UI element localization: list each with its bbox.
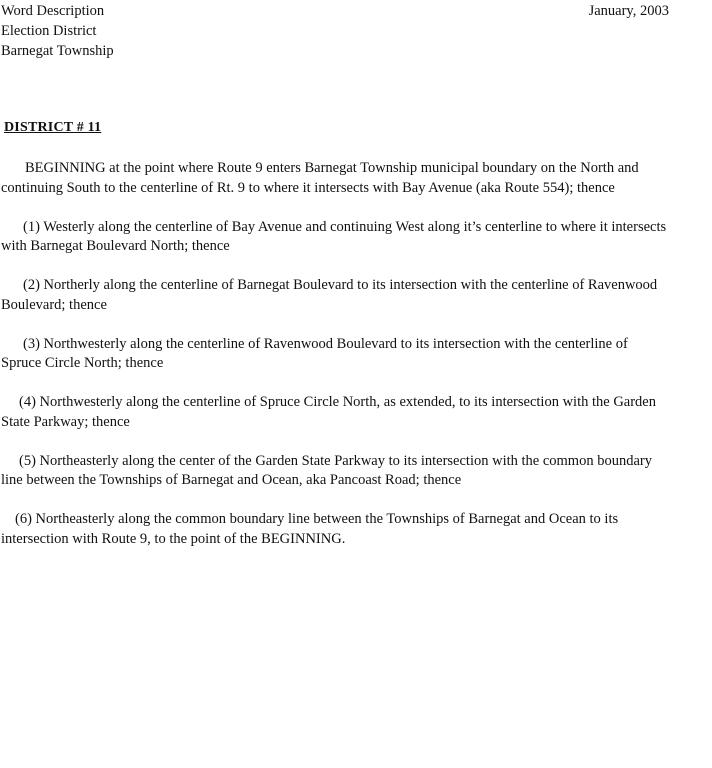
document-header: [1, 1, 669, 61]
header-election-district-label: Election District: [1, 23, 97, 39]
header-township-label: Barnegat Township: [1, 43, 114, 59]
paragraph-step-4: (4) Northwesterly along the centerline of Spruce Circle North, as extended, to its intersection with the Garden State Parkway; thence: [1, 394, 656, 430]
paragraph-step-5: (5) Northeasterly along the center of the Garden State Parkway to its intersection with the common boundary line between the Townships of Barnegat and Ocean, aka Pancoast Road; thence: [1, 452, 652, 488]
district-title: DISTRICT # 11: [4, 120, 102, 135]
header-date: January, 2003: [588, 3, 669, 19]
paragraph-step-6: (6) Northeasterly along the common boundary line between the Townships of Barnegat and Ocean to its intersection with Route 9, to the point of the BEGINNING.: [1, 511, 619, 547]
paragraph-step-1: (1) Westerly along the centerline of Bay Avenue and continuing West along it’s centerline to where it intersects with Barnegat Boulevard North; thence: [1, 218, 667, 254]
header-description-label: Word Description: [1, 3, 105, 19]
district-description-body: [1, 159, 667, 569]
paragraph-step-2: (2) Northerly along the centerline of Barnegat Boulevard to its intersection with the centerline of Ravenwood Boulevard; thence: [1, 277, 658, 313]
paragraph-beginning: BEGINNING at the point where Route 9 enters Barnegat Township municipal boundary on the North and continuing South to the centerline of Rt. 9 to where it intersects with Bay Avenue (aka Route 554); thence: [1, 160, 639, 196]
paragraph-step-3: (3) Northwesterly along the centerline of Ravenwood Boulevard to its intersection with the centerline of Spruce Circle North; thence: [1, 335, 628, 371]
